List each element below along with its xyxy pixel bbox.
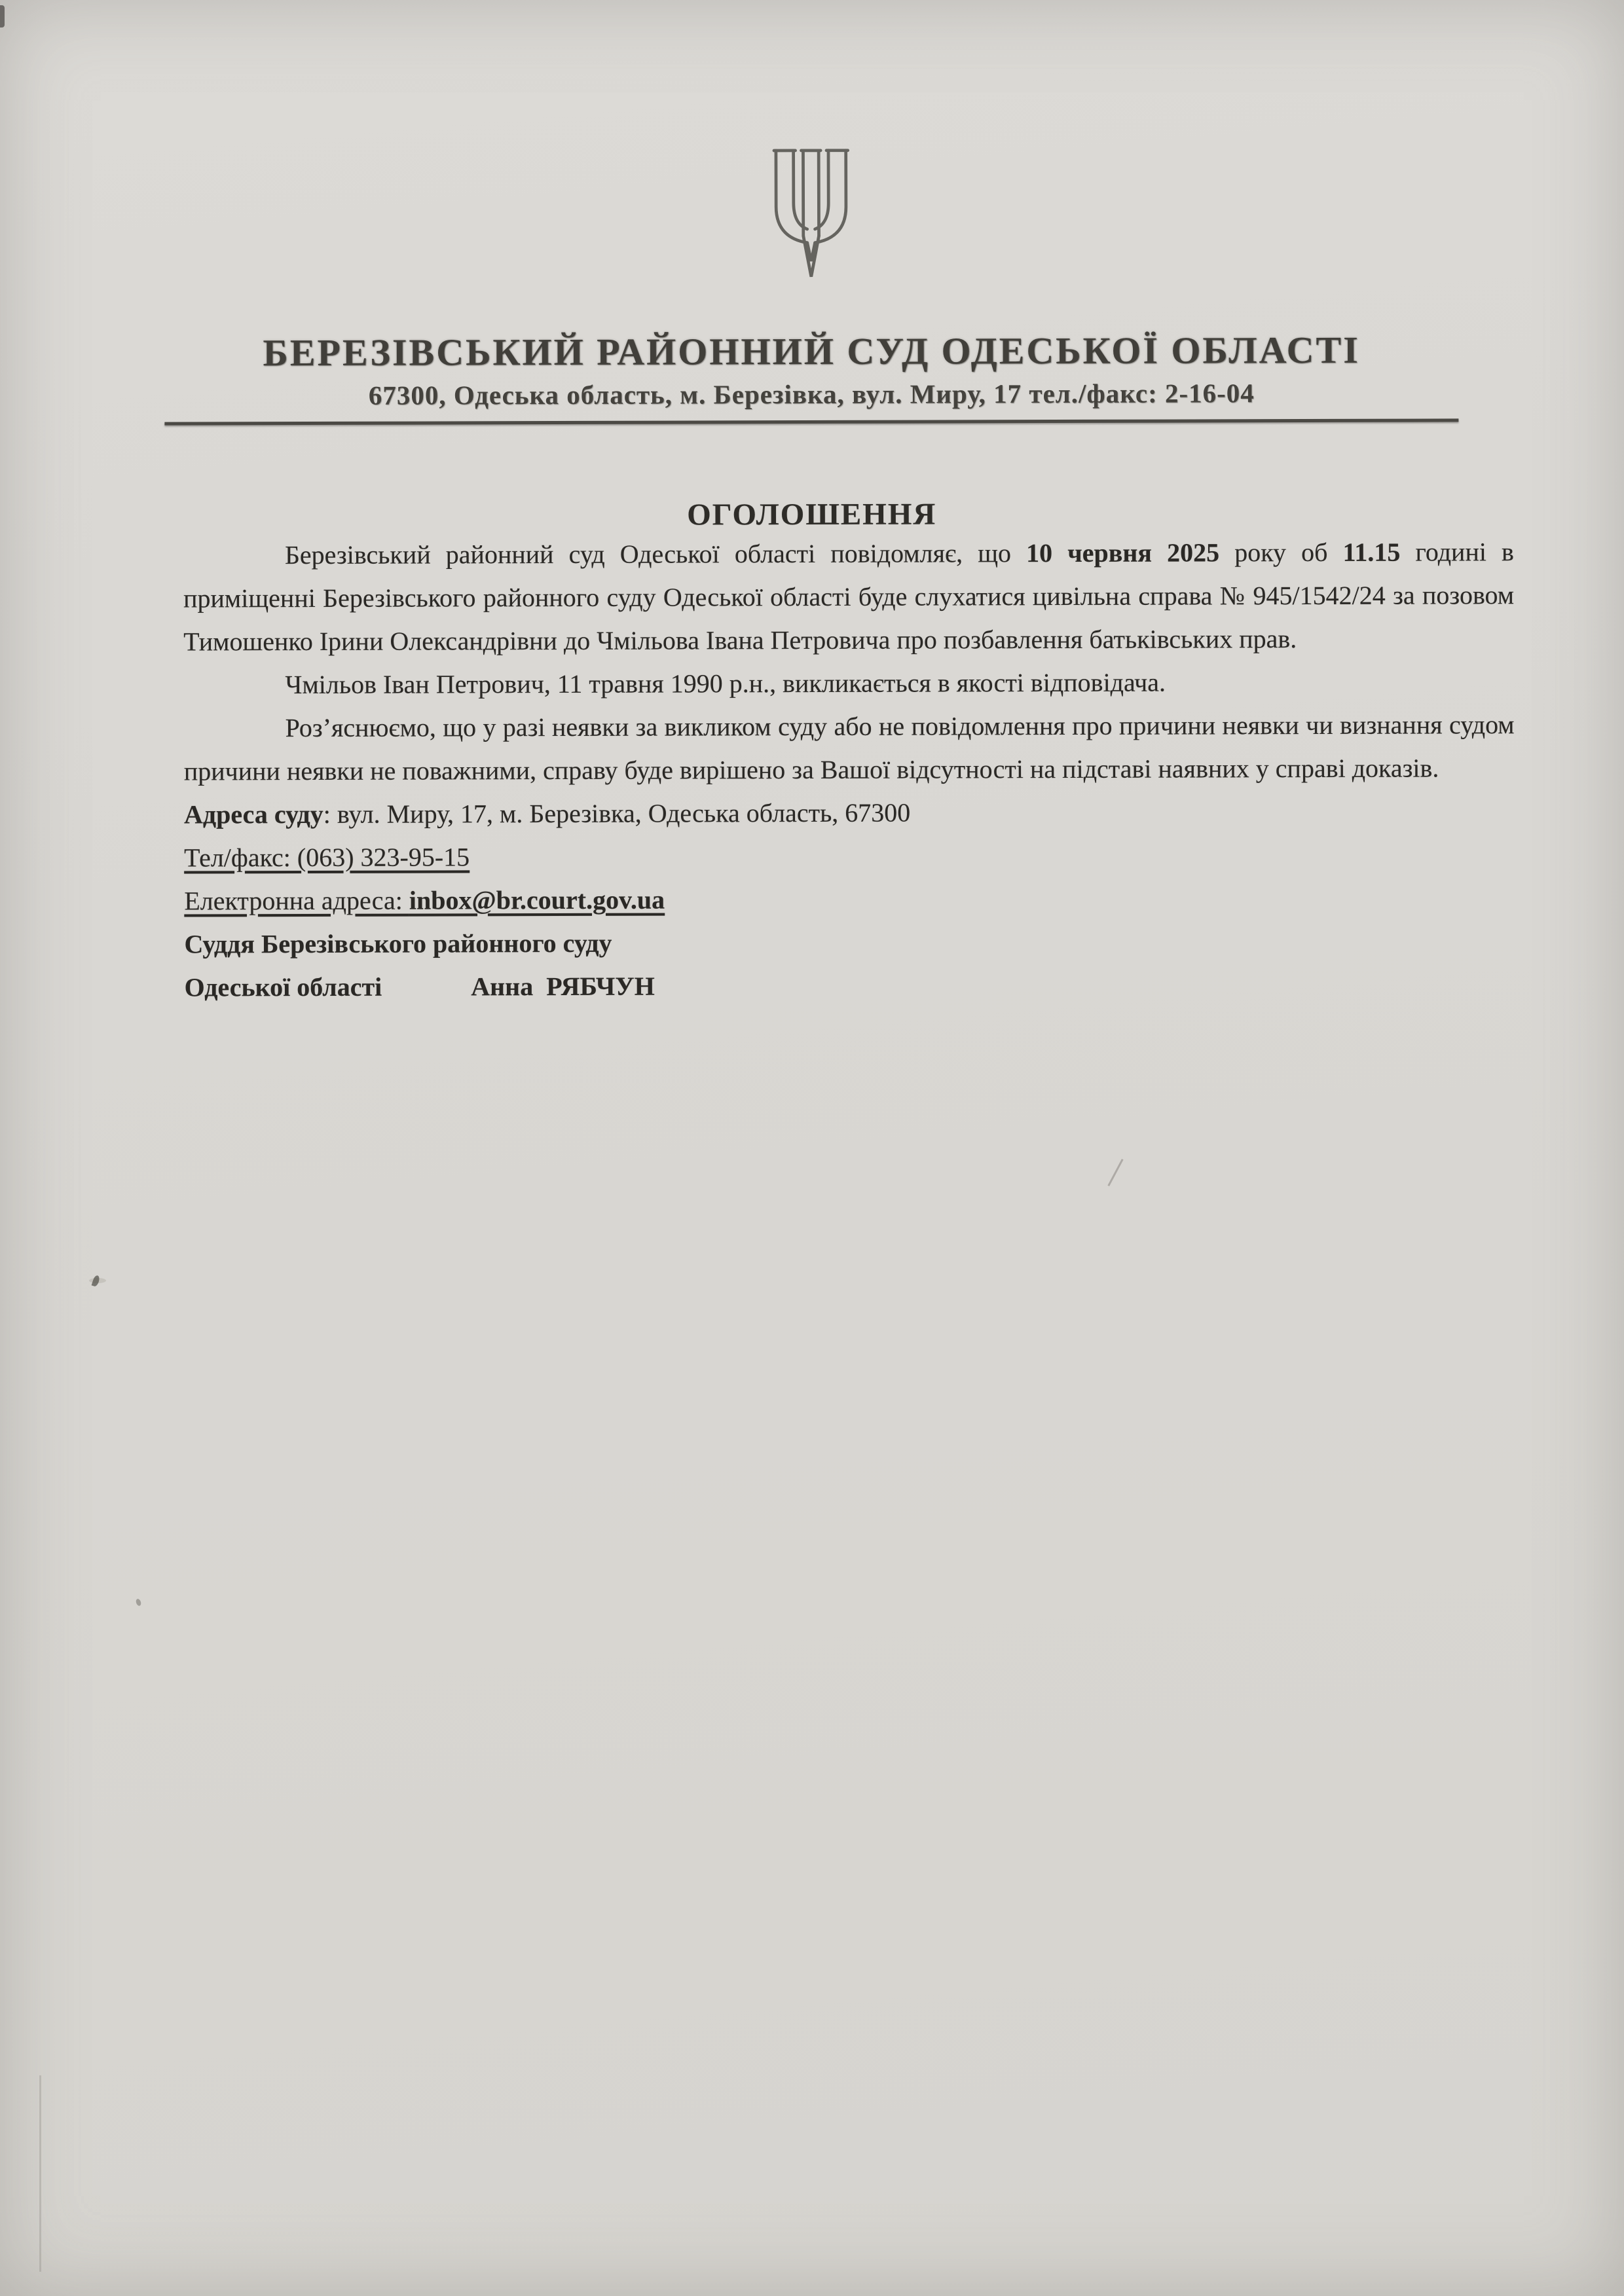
- phone-fax-line: [184, 833, 1515, 879]
- header-court-name: БЕРЕЗІВСЬКИЙ РАЙОННИЙ СУД ОДЕСЬКОЇ ОБЛАСТІ: [263, 328, 1360, 374]
- ukraine-trident-icon: [762, 143, 860, 283]
- scan-artifact-edge-line: [39, 2075, 41, 2272]
- document-content: [0, 141, 1624, 1010]
- email-label: Електронна адреса:: [184, 885, 409, 916]
- signature-title-line: Суддя Березівського районного суду: [184, 928, 612, 959]
- judge-name: Анна РЯБЧУН: [471, 971, 655, 1002]
- scan-artifact-corner: [0, 5, 5, 27]
- scan-artifact-smudge: [89, 1278, 106, 1283]
- email-address: inbox@br.court.gov.ua: [409, 884, 665, 915]
- signature-region: Одеської області: [184, 972, 382, 1002]
- court-address-line: [184, 790, 1515, 836]
- email-line: [184, 876, 1515, 922]
- scan-artifact-comma: [92, 1275, 101, 1287]
- document-body: [0, 530, 1624, 1010]
- p1-part1: Березівський районний суд Одеської області повідомляє, що: [284, 538, 1027, 570]
- p1-time-bold: 11.15: [1342, 537, 1401, 567]
- p1-part2: року об: [1219, 537, 1343, 568]
- page-title: ОГОЛОШЕННЯ: [687, 497, 937, 532]
- p1-date-bold: 10 червня 2025: [1026, 538, 1220, 568]
- header-court-address: 67300, Одеська область, м. Березівка, вул. Миру, 17 тел./факс: 2-16-04: [368, 378, 1255, 410]
- header-divider: [164, 418, 1458, 425]
- scan-artifact-slash: [1107, 1159, 1123, 1186]
- scan-artifact-speck: [135, 1598, 141, 1607]
- paragraph-defendant-summons: Чмільов Іван Петрович, 11 травня 1990 р.н., викликається в якості відповідача.: [285, 667, 1166, 700]
- paragraph-absence-warning: Роз’яснюємо, що у разі неявки за викликом суду або не повідомлення про причини неявки чи визнання судом причини неявки не поважними, справу буде вирішено за Вашої відсутності на підставі наявних у справі доказів.: [183, 710, 1515, 786]
- signature-name-line: [185, 962, 1515, 1009]
- paragraph-hearing-notice: [183, 530, 1515, 663]
- p1-part3: годині в приміщенні Березівського районного суду Одеської області буде слухатися цивільна справа № 945/1542/24 за позовом Тимошенко Ірини Олександрівни до Чмільова Івана Петровича про позбавлення батьківських прав.: [183, 537, 1515, 657]
- phone-fax-value: Тел/факс: (063) 323-95-15: [184, 842, 470, 873]
- court-address-value: : вул. Миру, 17, м. Березівка, Одеська область, 67300: [323, 797, 911, 829]
- court-address-label: Адреса суду: [183, 799, 323, 829]
